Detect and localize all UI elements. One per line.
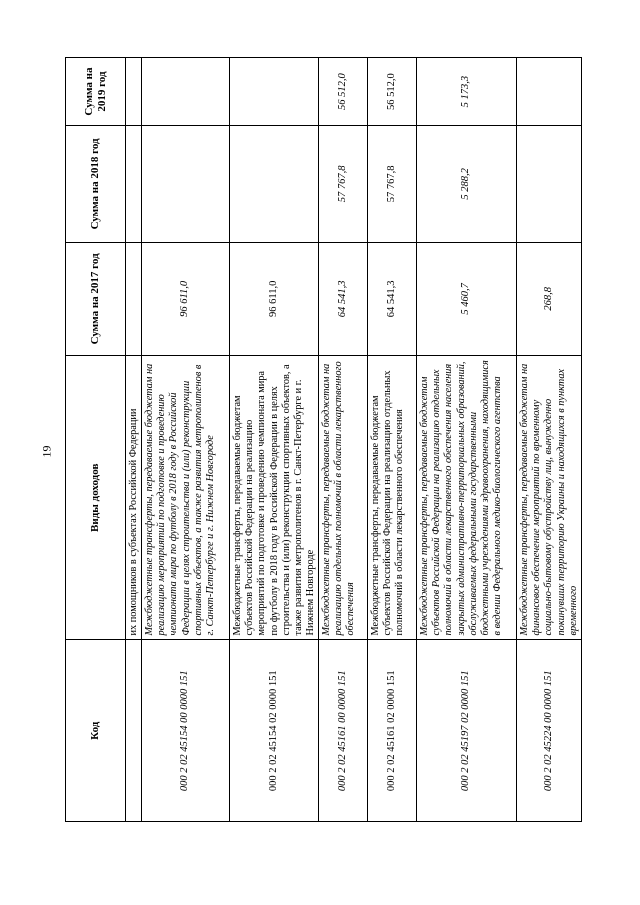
revenue-table-container [65,57,579,822]
page-number: 19 [39,445,54,458]
row-sum-2019 [142,58,230,126]
row-sum-2018 [230,126,319,242]
table-row [368,58,417,822]
row-sum-2019 [126,58,142,126]
row-code: 000 2 02 45224 00 0000 151 [517,640,582,822]
row-code [126,640,142,822]
row-sum-2019 [517,58,582,126]
table-row [319,58,368,822]
row-sum-2019: 56 512,0 [319,58,368,126]
row-sum-2018: 5 288,2 [417,126,517,242]
row-code: 000 2 02 45161 02 0000 151 [368,640,417,822]
row-description: Межбюджетные трансферты, передаваемые бюджетам на финансовое обеспечение мероприятий по временному социально-бытовому обустройству лиц, вынужденно покинувших территорию Украины и находящихся в пунктах временного [517,356,582,640]
row-sum-2018: 57 767,8 [368,126,417,242]
row-code: 000 2 02 45154 00 0000 151 [142,640,230,822]
row-sum-2018 [142,126,230,242]
table-row [417,58,517,822]
row-description: Межбюджетные трансферты, передаваемые бюджетам на реализацию мероприятий по подготовке и проведению чемпионата мира по футболу в 2018 году в Российской Федерации в целях строительства и (или) реконструкции спортивных объектов, а также развития метрополитенов в г. Санкт-Петербурге и г. Нижнем Новгороде [142,356,230,640]
revenue-table [65,57,582,822]
row-description: Межбюджетные трансферты, передаваемые бюджетам субъектов Российской Федерации на реализацию отдельных полномочий в области лекарственного обеспечения [368,356,417,640]
header-sum-2017: Сумма на 2017 год [66,242,126,355]
row-sum-2018: 57 767,8 [319,126,368,242]
table-row [517,58,582,822]
row-sum-2018 [517,126,582,242]
row-sum-2017: 5 460,7 [417,242,517,355]
row-code: 000 2 02 45197 02 0000 151 [417,640,517,822]
row-sum-2017: 64 541,3 [368,242,417,355]
row-code: 000 2 02 45154 02 0000 151 [230,640,319,822]
table-row [230,58,319,822]
header-sum-2019: Сумма на 2019 год [66,58,126,126]
row-sum-2019: 56 512,0 [368,58,417,126]
row-sum-2017: 96 611,0 [142,242,230,355]
table-header-row [66,58,126,822]
table-row [126,58,142,822]
row-code: 000 2 02 45161 00 0000 151 [319,640,368,822]
row-description: Межбюджетные трансферты, передаваемые бюджетам на реализацию отдельных полномочий в области лекарственного обеспечения [319,356,368,640]
row-sum-2017: 268,8 [517,242,582,355]
row-sum-2019: 5 173,3 [417,58,517,126]
row-description: их помощников в субъектах Российской Федерации [126,356,142,640]
row-sum-2018 [126,126,142,242]
header-code: Код [66,640,126,822]
row-sum-2017: 64 541,3 [319,242,368,355]
row-description: Межбюджетные трансферты, передаваемые бюджетам субъектов Российской Федерации на реализацию мероприятий по подготовке и проведению чемпионата мира по футболу в 2018 году в Российской Федерации в целях строительства и (или) реконструкции спортивных объектов, а также развития метрополитенов в г. Санкт-Петербурге и г. Нижнем Новгороде [230,356,319,640]
row-sum-2017 [126,242,142,355]
header-type: Виды доходов [66,356,126,640]
table-row [142,58,230,822]
header-sum-2018: Сумма на 2018 год [66,126,126,242]
row-sum-2017: 96 611,0 [230,242,319,355]
row-description: Межбюджетные трансферты, передаваемые бюджетам субъектов Российской Федерации на реализацию отдельных полномочий в области лекарственного обеспечения населения закрытых административно-территориальных образований, обслуживаемых федеральными государственными бюджетными учреждениями здравоохранения, находящимися в ведении Федерального медико-биологического агентства [417,356,517,640]
row-sum-2019 [230,58,319,126]
